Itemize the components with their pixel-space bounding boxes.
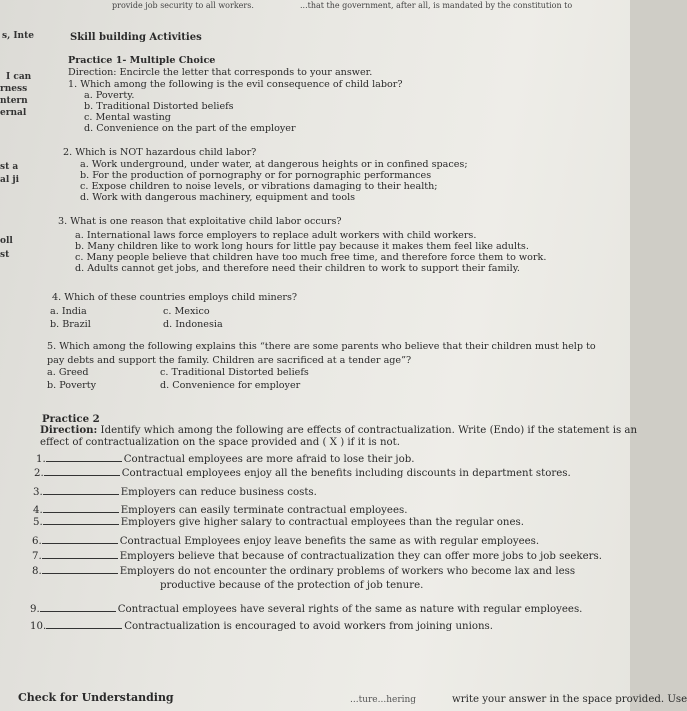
edge-text: ernal [0,108,27,118]
item-text: Employers can reduce business costs. [120,487,317,498]
item-text: Employers do not encounter the ordinary problems of workers who become lax and less [119,566,576,577]
edge-text: I can [6,72,32,82]
direction-text: Identify which among the following are effects of contractualization. Write (Endo) if the statement is an [100,425,638,436]
question-text: 3. What is one reason that exploitative child labor occurs? [58,216,342,227]
choice: a. International laws force employers to replace adult workers with child workers. [75,230,477,241]
answer-blank[interactable] [40,602,116,612]
list-item [30,602,582,616]
list-item [32,549,602,563]
item-text: Employers give higher salary to contractual employees than the regular ones. [120,517,524,528]
choice: a. Greed [47,367,89,378]
choice: d. Adults cannot get jobs, and therefore need their children to work to support their family. [75,263,520,274]
edge-text: ntern [0,96,28,106]
choice: c. Expose children to noise levels, or vibrations damaging to their health; [80,181,438,192]
item-number: 7. [32,551,42,562]
direction-label: Direction: [40,424,98,436]
choice: d. Convenience on the part of the employer [84,123,296,134]
edge-text: st a [0,162,19,172]
practice1-heading: Practice 1- Multiple Choice [68,55,216,66]
item-number: 1. [36,454,46,465]
item-number: 9. [30,604,40,615]
item-text: Contractual employees have several rights of the same as nature with regular employees. [117,604,583,615]
edge-text: st [0,250,10,260]
practice2-direction-2: effect of contractualization on the space provided and ( X ) if it is not. [40,437,401,448]
item-number: 4. [33,505,43,516]
question-text: pay debts and support the family. Children are sacrificed at a tender age”? [47,355,412,366]
choice: d. Indonesia [163,319,223,330]
edge-text: rness [0,84,28,94]
answer-blank[interactable] [43,503,119,513]
choice: d. Work with dangerous machinery, equipment and tools [80,192,356,203]
header-right-snippet: ...that the government, after all, is mandated by the constitution to [300,1,573,10]
header-left-snippet: provide job security to all workers. [112,1,254,10]
edge-text: s, Inte [2,31,34,41]
choice: a. India [50,306,87,317]
list-item [33,485,317,499]
choice: b. For the production of pornography or for pornographic performances [80,170,432,181]
item-number: 6. [32,536,42,547]
item-text: Contractualization is encouraged to avoid workers from joining unions. [124,621,493,632]
choice: b. Brazil [50,319,91,330]
page-title: Skill building Activities [70,32,202,43]
choice: a. Poverty. [84,90,135,101]
edge-text: al ji [0,175,20,185]
choice: a. Work underground, under water, at dangerous heights or in confined spaces; [80,159,468,170]
choice: c. Mexico [163,306,210,317]
choice: c. Traditional Distorted beliefs [160,367,309,378]
choice: b. Poverty [47,380,97,391]
practice2-direction [40,424,637,437]
list-item [30,619,493,633]
answer-blank[interactable] [44,466,120,476]
answer-blank[interactable] [42,549,118,559]
answer-blank[interactable] [43,515,119,525]
question-text: 5. Which among the following explains this “there are some parents who believe that their children must help to [47,341,596,352]
item-number: 8. [32,566,42,577]
edge-text: oll [0,236,13,246]
list-item [36,452,414,466]
item-text: Contractual employees enjoy all the benefits including discounts in department stores. [121,468,571,479]
question-text: 1. Which among the following is the evil consequence of child labor? [68,79,403,90]
answer-blank[interactable] [42,564,118,574]
list-item [33,515,524,529]
check-for-understanding-heading: Check for Understanding [18,691,174,704]
item-number: 5. [33,517,43,528]
choice: d. Convenience for employer [160,380,301,391]
answer-blank[interactable] [43,485,119,495]
list-item [32,564,575,578]
item-text-continued: productive because of the protection of job tenure. [160,580,424,591]
choice: c. Many people believe that children have too much free time, and therefore force them to work. [75,252,547,263]
item-number: 10. [30,621,47,632]
answer-blank[interactable] [42,534,118,544]
question-text: 2. Which is NOT hazardous child labor? [63,147,257,158]
footer-snippet-faint: ...ture...hering [350,695,417,705]
item-number: 3. [33,487,43,498]
item-text: Contractual Employees enjoy leave benefits the same as with regular employees. [119,536,540,547]
item-text: Employers believe that because of contractualization they can offer more jobs to job seekers. [119,551,603,562]
item-text: Employers can easily terminate contractual employees. [120,505,408,516]
choice: b. Many children like to work long hours for little pay because it makes them feel like adults. [75,241,529,252]
list-item [32,534,539,548]
choice: c. Mental wasting [84,112,171,123]
answer-blank[interactable] [46,452,122,462]
footer-snippet: write your answer in the space provided. Use [452,694,687,705]
question-text: 4. Which of these countries employs child miners? [52,292,298,303]
choice: b. Traditional Distorted beliefs [84,101,234,112]
item-text: Contractual employees are more afraid to lose their job. [123,454,415,465]
item-number: 2. [34,468,44,479]
practice2-heading: Practice 2 [42,413,100,425]
list-item [34,466,571,480]
practice1-direction: Direction: Encircle the letter that corresponds to your answer. [68,67,373,78]
answer-blank[interactable] [46,619,122,629]
